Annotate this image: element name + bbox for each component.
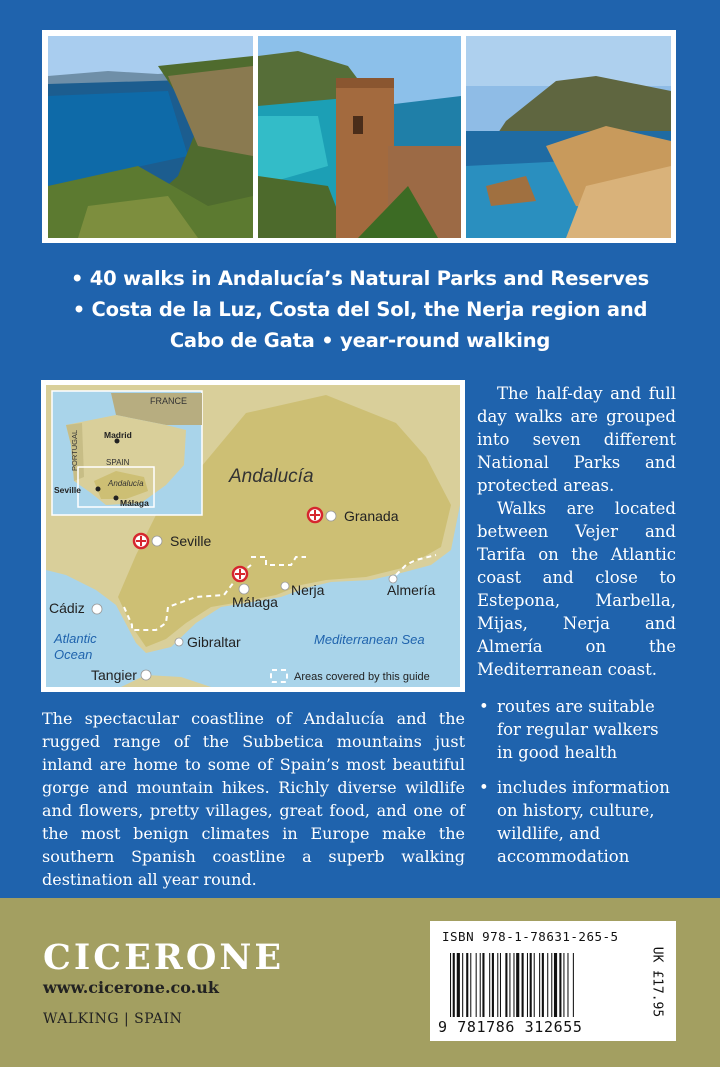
- map-graphic: [46, 385, 460, 687]
- place-seville: Seville: [170, 533, 212, 549]
- barcode-bar: [466, 953, 468, 1017]
- barcode-bar: [450, 953, 451, 1017]
- town-dot: [92, 604, 102, 614]
- barcode-bar: [530, 953, 532, 1017]
- website-link[interactable]: www.cicerone.co.uk: [43, 978, 219, 997]
- airport-icon: [134, 534, 148, 548]
- price-text: UK £17.95: [649, 946, 665, 1018]
- town-dot: [141, 670, 151, 680]
- barcode-bar: [453, 953, 455, 1017]
- price-label: [645, 927, 669, 1037]
- barcode-bar: [513, 953, 514, 1017]
- inset-label-spain: SPAIN: [106, 458, 130, 467]
- region-map: [41, 380, 465, 692]
- barcode-bar: [573, 953, 574, 1017]
- barcode-bar: [516, 953, 519, 1017]
- photo-strip: [42, 30, 676, 243]
- place-granada: Granada: [344, 508, 399, 524]
- sea-mediterranean: Mediterranean Sea: [314, 632, 425, 647]
- highlight-line: Cabo de Gata • year-round walking: [169, 329, 551, 352]
- inset-label-malaga: Málaga: [120, 498, 149, 508]
- barcode-bar: [505, 953, 507, 1017]
- sea-atlantic-line1: Atlantic: [54, 631, 97, 646]
- barcode-bar: [470, 953, 471, 1017]
- barcode-panel: [430, 921, 676, 1041]
- town-dot: [281, 582, 289, 590]
- barcode-bar: [480, 953, 481, 1017]
- feature-item: • routes are suitable for regular walkers in good health: [477, 695, 676, 764]
- description: The spectacular coastline of Andalucía and the rugged range of the Subbetica mountains just inland are home to some of Spain’s most beautiful gorge and mountain hikes. Richly diverse wildlife and flowers, pretty villages, great food, and one of the most benign climates in Europe make the southern Spanish coastline a superb walking destination all year round.: [42, 709, 465, 889]
- photo-rocky-cove: [466, 36, 671, 238]
- photo-coastal-bay: [48, 36, 253, 238]
- publisher-logo: CICERONE: [43, 937, 285, 978]
- barcode-bar: [542, 953, 544, 1017]
- side-paragraph: The half-day and full day walks are grouped into seven different National Parks and protected areas.: [477, 384, 676, 495]
- barcode-bar: [539, 953, 540, 1017]
- photo-watchtower: [258, 36, 461, 238]
- airport-icon: [308, 508, 322, 522]
- barcode-bar: [522, 953, 524, 1017]
- inset-label-portugal: PORTUGAL: [70, 429, 79, 471]
- feature-list: [477, 695, 676, 868]
- barcode-bar: [497, 953, 498, 1017]
- barcode-bar: [457, 953, 460, 1017]
- barcode-digits: 9 781786 312655: [438, 1018, 583, 1036]
- town-dot: [326, 511, 336, 521]
- side-text: [477, 382, 676, 880]
- place-cadiz: Cádiz: [49, 600, 85, 616]
- inset-label-andalucia: Andalucía: [108, 479, 144, 488]
- barcode-bar: [476, 953, 477, 1017]
- map-legend: Areas covered by this guide: [294, 671, 430, 683]
- barcode-bar: [551, 953, 552, 1017]
- highlights: [40, 263, 680, 356]
- place-tangier: Tangier: [91, 667, 137, 683]
- barcode-bar: [527, 953, 528, 1017]
- place-gibraltar: Gibraltar: [187, 634, 241, 650]
- barcode-bar: [547, 953, 548, 1017]
- airport-icon: [233, 567, 247, 581]
- barcode-bar: [462, 953, 463, 1017]
- side-paragraph: Walks are located between Vejer and Tarifa on the Atlantic coast and close to Estepona, Marbella, Mijas, Nerja and Almería on the Mediterranean coast.: [477, 499, 676, 679]
- sea-atlantic-line2: Ocean: [54, 647, 93, 662]
- barcode-bar: [554, 953, 557, 1017]
- barcode-bar: [489, 953, 490, 1017]
- barcode-bar: [509, 953, 510, 1017]
- highlight-line: • Costa de la Luz, Costa del Sol, the Nerja region and: [72, 298, 648, 321]
- barcode-bar: [500, 953, 501, 1017]
- inset-label-madrid: Madrid: [104, 430, 132, 440]
- barcode-bar: [482, 953, 484, 1017]
- barcode-bar: [567, 953, 568, 1017]
- inset-label-seville: Seville: [54, 485, 81, 495]
- barcode-bar: [492, 953, 494, 1017]
- inset-map: [52, 391, 202, 515]
- isbn-text: ISBN 978-1-78631-265-5: [442, 929, 619, 944]
- place-nerja: Nerja: [291, 582, 325, 598]
- town-dot: [152, 536, 162, 546]
- town-dot: [175, 638, 183, 646]
- map-region-title: Andalucía: [229, 466, 314, 487]
- place-malaga: Málaga: [232, 594, 278, 610]
- category-label: WALKING | SPAIN: [43, 1011, 183, 1027]
- barcode-bar: [534, 953, 535, 1017]
- town-dot: [239, 584, 249, 594]
- barcode-bar: [563, 953, 564, 1017]
- barcode: [450, 953, 640, 1017]
- place-almeria: Almería: [387, 582, 436, 598]
- barcode-bar: [559, 953, 561, 1017]
- highlight-line: • 40 walks in Andalucía’s Natural Parks and Reserves: [70, 267, 650, 290]
- feature-item: • includes information on history, culture, wildlife, and accommodation: [477, 776, 676, 868]
- inset-label-france: FRANCE: [150, 396, 188, 406]
